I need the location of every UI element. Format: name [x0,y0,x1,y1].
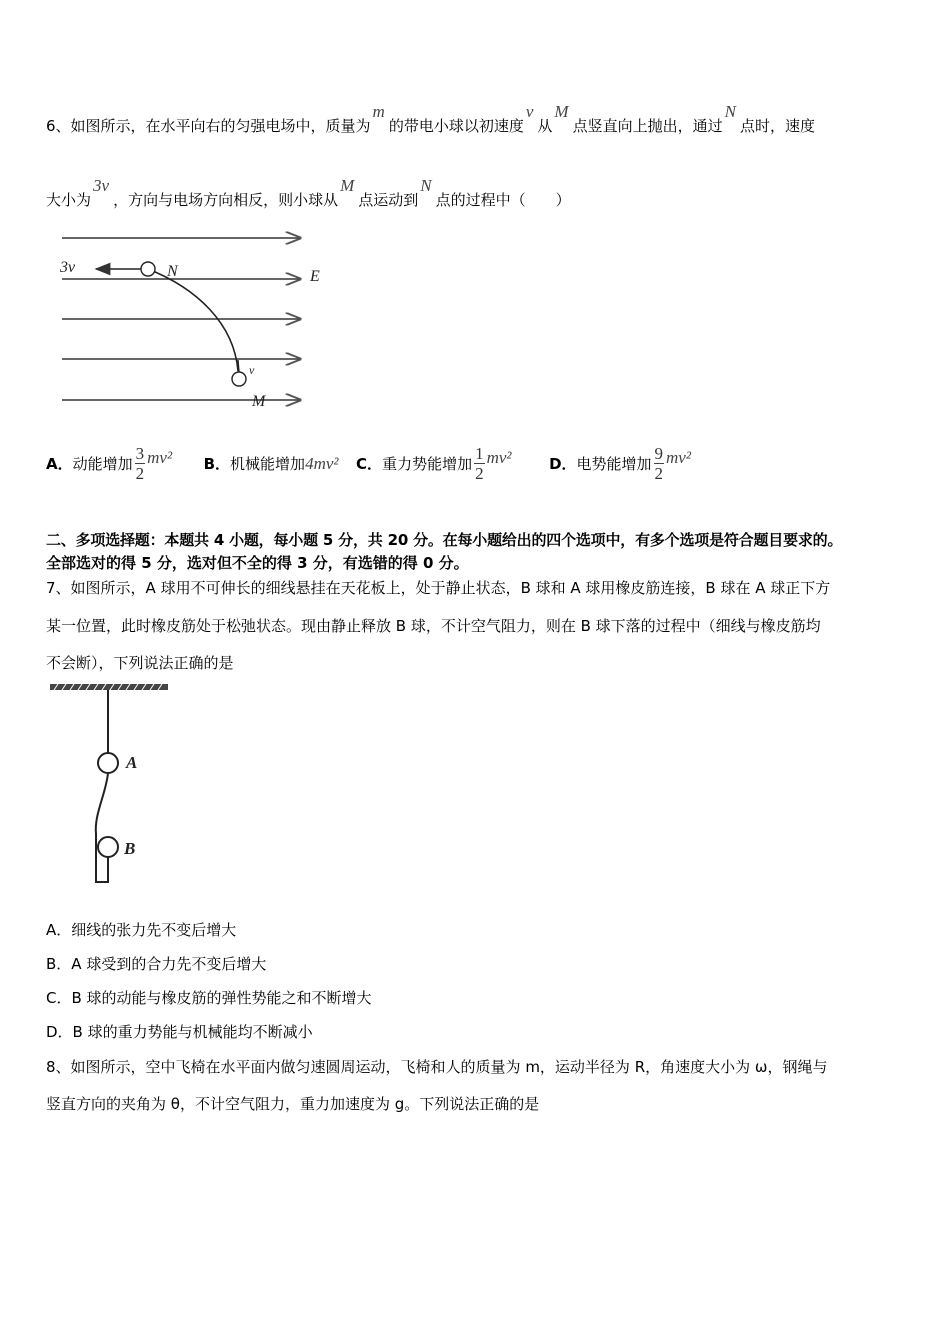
var-v: v [525,102,534,121]
option-c[interactable] [356,444,516,483]
label-M: M [252,393,266,410]
q6-text: 点时，速度 [739,117,815,135]
rubber-band [96,773,108,882]
q7-option-c[interactable]: C．B 球的动能与橡皮筋的弹性势能之和不断增大 [46,989,372,1007]
option-text: 电势能增加 [576,455,652,473]
option-label: C． [356,455,383,473]
velocity-v-arrow [238,360,239,372]
option-label: B． [203,455,231,473]
option-unit: mv² [486,448,512,467]
label-v: v [249,363,255,377]
option-d[interactable] [549,444,691,483]
var-3v: 3v [93,176,110,195]
q6-text: 6、如图所示，在水平向右的匀强电场中，质量为 [46,117,371,135]
ball-B [98,837,118,857]
label-3v: 3v [60,259,76,276]
option-text: 重力势能增加 [382,455,473,473]
q8-line-2: 竖直方向的夹角为 θ，不计空气阻力，重力加速度为 g。下列说法正确的是 [46,1095,540,1113]
q7-line-2: 某一位置，此时橡皮筋处于松弛状态。现由静止释放 B 球，不计空气阻力，则在 B 球下落的过程中（细线与橡皮筋均 [46,617,821,635]
section-2-heading-line-2: 全部选对的得 5 分，选对但不全的得 3 分，有选错的得 0 分。 [46,554,469,572]
q7-option-d[interactable]: D．B 球的重力势能与机械能均不断减小 [46,1023,313,1041]
var-m: m [372,102,385,121]
q6-line-1 [46,102,815,136]
option-a[interactable] [46,444,177,483]
ball-A [98,753,118,773]
option-unit: mv² [147,448,173,467]
fraction-denominator: 2 [135,464,145,483]
option-unit: mv² [666,448,691,467]
option-label: A． [46,455,73,473]
fraction-numerator: 9 [654,444,664,463]
label-A: A [126,753,138,772]
option-b[interactable] [204,455,344,473]
option-value: 4mv² [305,454,339,473]
var-N: N [724,102,736,121]
q6-text: 大小为 [46,191,92,209]
fraction-denominator: 2 [654,464,664,483]
var-M: M [340,176,355,195]
q7-pendulum-figure [46,684,176,888]
q6-text: 点运动到 [358,191,419,209]
var-N: N [420,176,432,195]
q7-line-1: 7、如图所示，A 球用不可伸长的细线悬挂在天花板上，处于静止状态，B 球和 A 球用橡皮筋连接，B 球在 A 球正下方 [46,579,831,597]
q6-text: 的带电小球以初速度 [388,117,524,135]
q8-line-1: 8、如图所示，空中飞椅在水平面内做匀速圆周运动，飞椅和人的质量为 m，运动半径为 R，角速度大小为 ω，钢绳与 [46,1058,828,1076]
q7-option-b[interactable]: B．A 球受到的合力先不变后增大 [46,955,267,973]
q6-text: 点竖直向上抛出，通过 [572,117,723,135]
q6-text: ，方向与电场方向相反，则小球从 [113,191,339,209]
q6-options [46,444,691,484]
option-label: D． [549,455,577,473]
q7-option-a[interactable]: A．细线的张力先不变后增大 [46,921,237,939]
q6-electric-field-figure [56,228,346,413]
label-E: E [310,268,320,285]
ball-at-M [232,372,246,386]
section-2-heading-line-1: 二、多项选择题：本题共 4 小题，每小题 5 分，共 20 分。在每小题给出的四个选项中，有多个选项是符合题目要求的。 [46,531,843,549]
q6-line-2 [46,176,571,210]
fraction-numerator: 3 [135,444,145,463]
fraction [474,445,485,484]
q6-text: 从 [537,117,553,135]
q6-text: 点的过程中（ ） [435,191,571,209]
fraction [135,445,146,484]
var-M: M [554,102,569,121]
ball-at-N [141,262,155,276]
label-N: N [167,263,178,280]
label-B: B [124,839,136,858]
option-text: 动能增加 [72,455,133,473]
fraction-numerator: 1 [475,444,484,463]
trajectory-curve [148,269,238,371]
option-text: 机械能增加 [230,455,306,473]
q7-line-3: 不会断），下列说法正确的是 [46,654,234,672]
fraction-denominator: 2 [475,464,484,483]
fraction [654,445,665,484]
